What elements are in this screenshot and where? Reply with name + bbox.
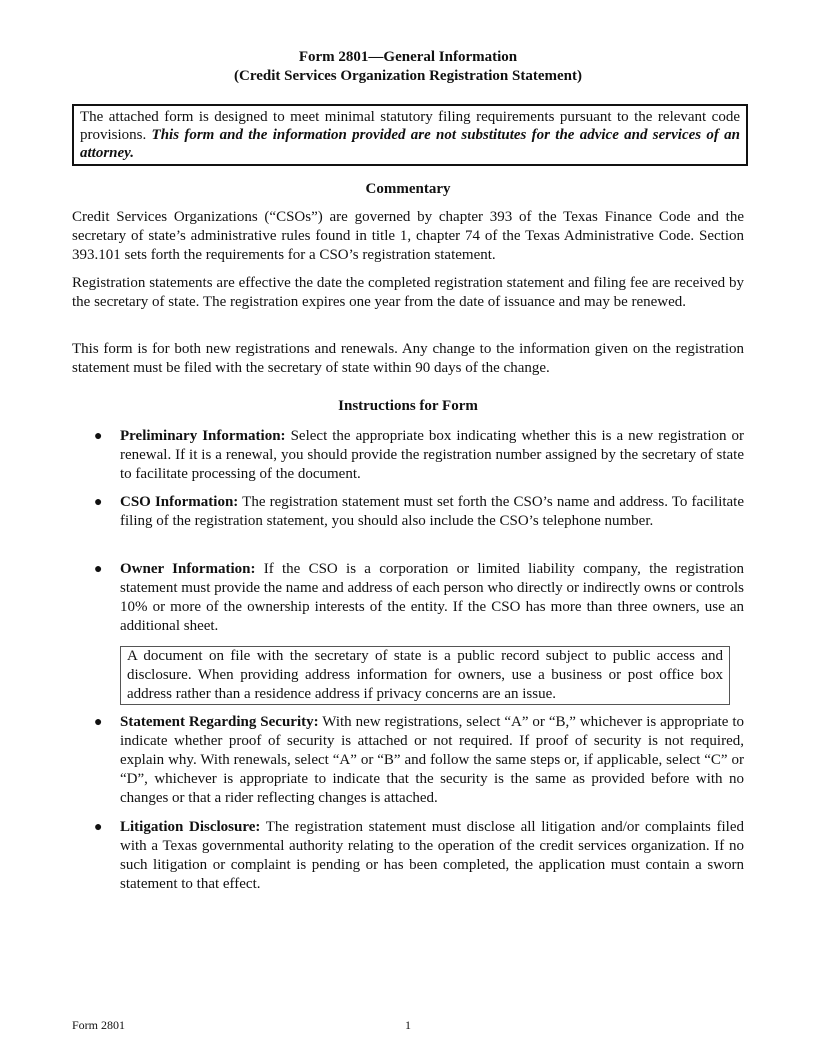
disclaimer-box [72, 104, 748, 166]
instruction-text: With new registrations, select “A” or “B,” whichever is appropriate to indicate whether proof of security is attached or not required. If proof of security is not required, explain why. With renewals, select “A” or “B” and follow the same steps or, if applicable, select “C” or “D”, whichever is appropriate to indicate that the security is the same as provided before with no changes or that a rider reflecting changes is attached. [120, 714, 745, 806]
instruction-text: The registration statement must disclose all litigation and/or complaints filed with a Texas governmental authority relating to the operation of the credit services organization. If no such litigation or complaint is pending or has been completed, the application must contain a sworn statement to that effect. [120, 819, 744, 892]
page-number: 1 [405, 1018, 411, 1032]
page-subtitle: (Credit Services Organization Registration Statement) [234, 68, 582, 84]
instruction-label: Preliminary Information: [120, 428, 286, 444]
commentary-paragraph: This form is for both new registrations and renewals. Any change to the information given on the registration statement must be filed with the secretary of state within 90 days of the change. [72, 341, 744, 376]
instruction-text: If the CSO is a corporation or limited liability company, the registration statement must provide the name and address of each person who directly or indirectly owns or controls 10% or more of the ownership interests of the entity. If the CSO has more than three owners, use an additional sheet. [120, 561, 744, 634]
instruction-text: Select the appropriate box indicating whether this is a new registration or renewal. If it is a renewal, you should provide the registration number assigned by the secretary of state to facilitate processing of the document. [120, 428, 744, 482]
instruction-item [94, 427, 744, 484]
instruction-label: Owner Information: [120, 561, 256, 577]
bullet-icon: ● [94, 495, 103, 510]
page-title: Form 2801—General Information [298, 49, 518, 65]
instruction-label: Litigation Disclosure: [120, 819, 261, 835]
instruction-item [94, 818, 744, 894]
disclaimer-emphasis: This form and the information provided are not substitutes for the advice and services of an attorney. [80, 127, 740, 161]
commentary-paragraph: Registration statements are effective the date the completed registration statement and filing fee are received by the secretary of state. The registration expires one year from the date of issuance and may be renewed. [72, 275, 744, 310]
privacy-note-box: A document on file with the secretary of state is a public record subject to public access and disclosure. When providing address information for owners, use a business or post office box address rather than a residence address if privacy concerns are an issue. [120, 646, 730, 705]
bullet-icon: ● [94, 562, 103, 577]
bullet-icon: ● [94, 715, 103, 730]
disclaimer-text: The attached form is designed to meet minimal statutory filing requirements pursuant to the relevant code provisions. [80, 109, 740, 143]
instruction-text: The registration statement must set forth the CSO’s name and address. To facilitate filing of the registration statement, you should also include the CSO’s telephone number. [120, 494, 745, 529]
instruction-label: Statement Regarding Security: [120, 714, 319, 730]
footer-form-name: Form 2801 [72, 1018, 126, 1032]
instruction-label: CSO Information: [120, 494, 239, 510]
bullet-icon: ● [94, 820, 103, 835]
instruction-item [94, 493, 745, 531]
bullet-icon: ● [94, 429, 103, 444]
instruction-item [94, 560, 744, 636]
instruction-item [94, 713, 745, 808]
instructions-heading: Instructions for Form [338, 398, 478, 414]
commentary-heading: Commentary [365, 181, 451, 197]
commentary-paragraph: Credit Services Organizations (“CSOs”) are governed by chapter 393 of the Texas Finance Code and the secretary of state’s administrative rules found in title 1, chapter 74 of the Texas Administrative Code. Section 393.101 sets forth the requirements for a CSO’s registration statement. [72, 209, 744, 263]
